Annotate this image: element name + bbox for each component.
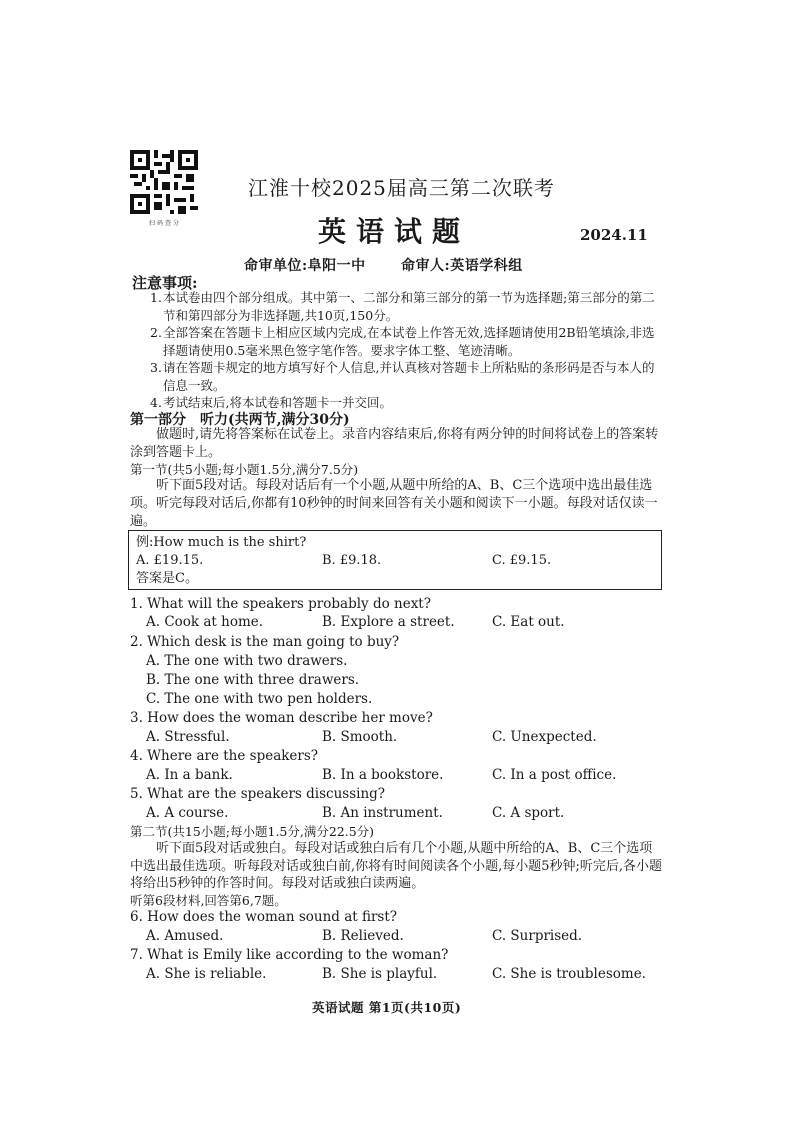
- example-answer: 答案是C。: [136, 571, 198, 586]
- option-a: A. Cook at home.: [146, 614, 264, 630]
- option-a: A. Stressful.: [146, 729, 230, 745]
- question-stem: 5. What are the speakers discussing?: [130, 786, 386, 802]
- note-number: 1.: [150, 290, 162, 305]
- question-stem: 3. How does the woman describe her move?: [130, 710, 433, 726]
- example-option-c: C. £9.15.: [492, 553, 552, 568]
- note-text: 本试卷由四个部分组成。其中第一、二部分和第三部分的第一节为选择题;第三部分的第二节和第四部分为非选择题,共10页,150分。: [163, 290, 655, 323]
- part1-intro: 做题时,请先将答案标在试卷上。录音内容结束后,你将有两分钟的时间将试卷上的答案转涂到答题卡上。: [130, 427, 659, 460]
- page-footer: 英语试题 第1页(共10页): [312, 1000, 462, 1015]
- option-b: B. She is playful.: [322, 966, 438, 982]
- example-box: [128, 530, 662, 590]
- option-c: C. In a post office.: [492, 767, 617, 783]
- exam-title: 江淮十校2025届高三第二次联考: [248, 176, 555, 200]
- person-label: 命审人:英语学科组: [401, 258, 523, 274]
- note-item: [150, 359, 662, 394]
- subject-title: 英语试题: [318, 215, 471, 248]
- example-question: 例:How much is the shirt?: [136, 535, 307, 550]
- section2-intro: 听下面5段对话或独白。每段对话或独白后有几个小题,从题中所给的A、B、C三个选项中选出最佳选项。听每段对话或独白前,你将有时间阅读各个小题,每小题5秒钟;听完后,各小题将给出5秒钟的作答时间。每段对话或独白读两遍。: [130, 841, 663, 891]
- option-b: B. Relieved.: [322, 928, 404, 944]
- option-b: B. The one with three drawers.: [146, 672, 360, 688]
- part1-subtitle: 听力(共两节,满分30分): [200, 412, 350, 428]
- option-c: C. Surprised.: [492, 928, 583, 944]
- passage-label: 听第6段材料,回答第6,7题。: [130, 893, 287, 908]
- note-number: 3.: [150, 360, 162, 375]
- note-text: 全部答案在答题卡上相应区域内完成,在本试卷上作答无效,选择题请使用2B铅笔填涂,非选择题请使用0.5毫米黑色签字笔作答。要求字体工整、笔迹清晰。: [163, 325, 655, 358]
- option-b: B. Explore a street.: [322, 614, 455, 630]
- unit-label: 命审单位:阜阳一中: [244, 258, 366, 274]
- example-options: [136, 552, 661, 570]
- question-stem: 6. How does the woman sound at first?: [130, 909, 398, 925]
- note-item: [150, 289, 662, 324]
- example-option-a: A. £19.15.: [136, 553, 204, 568]
- section2-title: 第二节(共15小题;每小题1.5分,满分22.5分): [130, 824, 375, 839]
- option-a: A. In a bank.: [146, 767, 233, 783]
- option-c: C. She is troublesome.: [492, 966, 646, 982]
- option-c: C. Unexpected.: [492, 729, 597, 745]
- question-stem: 2. Which desk is the man going to buy?: [130, 634, 400, 650]
- note-text: 考试结束后,将本试卷和答题卡一并交回。: [163, 395, 392, 410]
- option-b: B. In a bookstore.: [322, 767, 444, 783]
- part1-title: 第一部分: [130, 412, 186, 428]
- question-stem: 4. Where are the speakers?: [130, 748, 319, 764]
- example-option-b: B. £9.18.: [322, 553, 382, 568]
- option-b: B. An instrument.: [322, 805, 443, 821]
- option-a: A. Amused.: [146, 928, 224, 944]
- option-b: B. Smooth.: [322, 729, 398, 745]
- note-number: 4.: [150, 395, 162, 410]
- notes-list: [150, 289, 662, 412]
- question-stem: 7. What is Emily like according to the woman?: [130, 947, 449, 963]
- option-c: C. A sport.: [492, 805, 565, 821]
- question-stem: 1. What will the speakers probably do next?: [130, 596, 431, 612]
- option-a: A. The one with two drawers.: [146, 653, 348, 669]
- qr-code-image: [130, 150, 198, 214]
- section1-title: 第一节(共5小题;每小题1.5分,满分7.5分): [130, 462, 359, 477]
- note-number: 2.: [150, 325, 162, 340]
- makers-line: [244, 255, 523, 275]
- option-a: A. She is reliable.: [146, 966, 267, 982]
- qr-caption: 扫码查分: [148, 220, 181, 227]
- option-c: C. The one with two pen holders.: [146, 691, 373, 707]
- note-text: 请在答题卡规定的地方填写好个人信息,并认真核对答题卡上所粘贴的条形码是否与本人的信息一致。: [163, 360, 655, 393]
- notes-title: 注意事项:: [132, 274, 198, 292]
- note-item: [150, 324, 662, 359]
- section1-intro: 听下面5段对话。每段对话后有一个小题,从题中所给的A、B、C三个选项中选出最佳选项。听完每段对话后,你都有10秒钟的时间来回答有关小题和阅读下一小题。每段对话仅读一遍。: [130, 478, 658, 529]
- option-a: A. A course.: [146, 805, 229, 821]
- option-c: C. Eat out.: [492, 614, 565, 630]
- exam-date: 2024.11: [580, 226, 648, 244]
